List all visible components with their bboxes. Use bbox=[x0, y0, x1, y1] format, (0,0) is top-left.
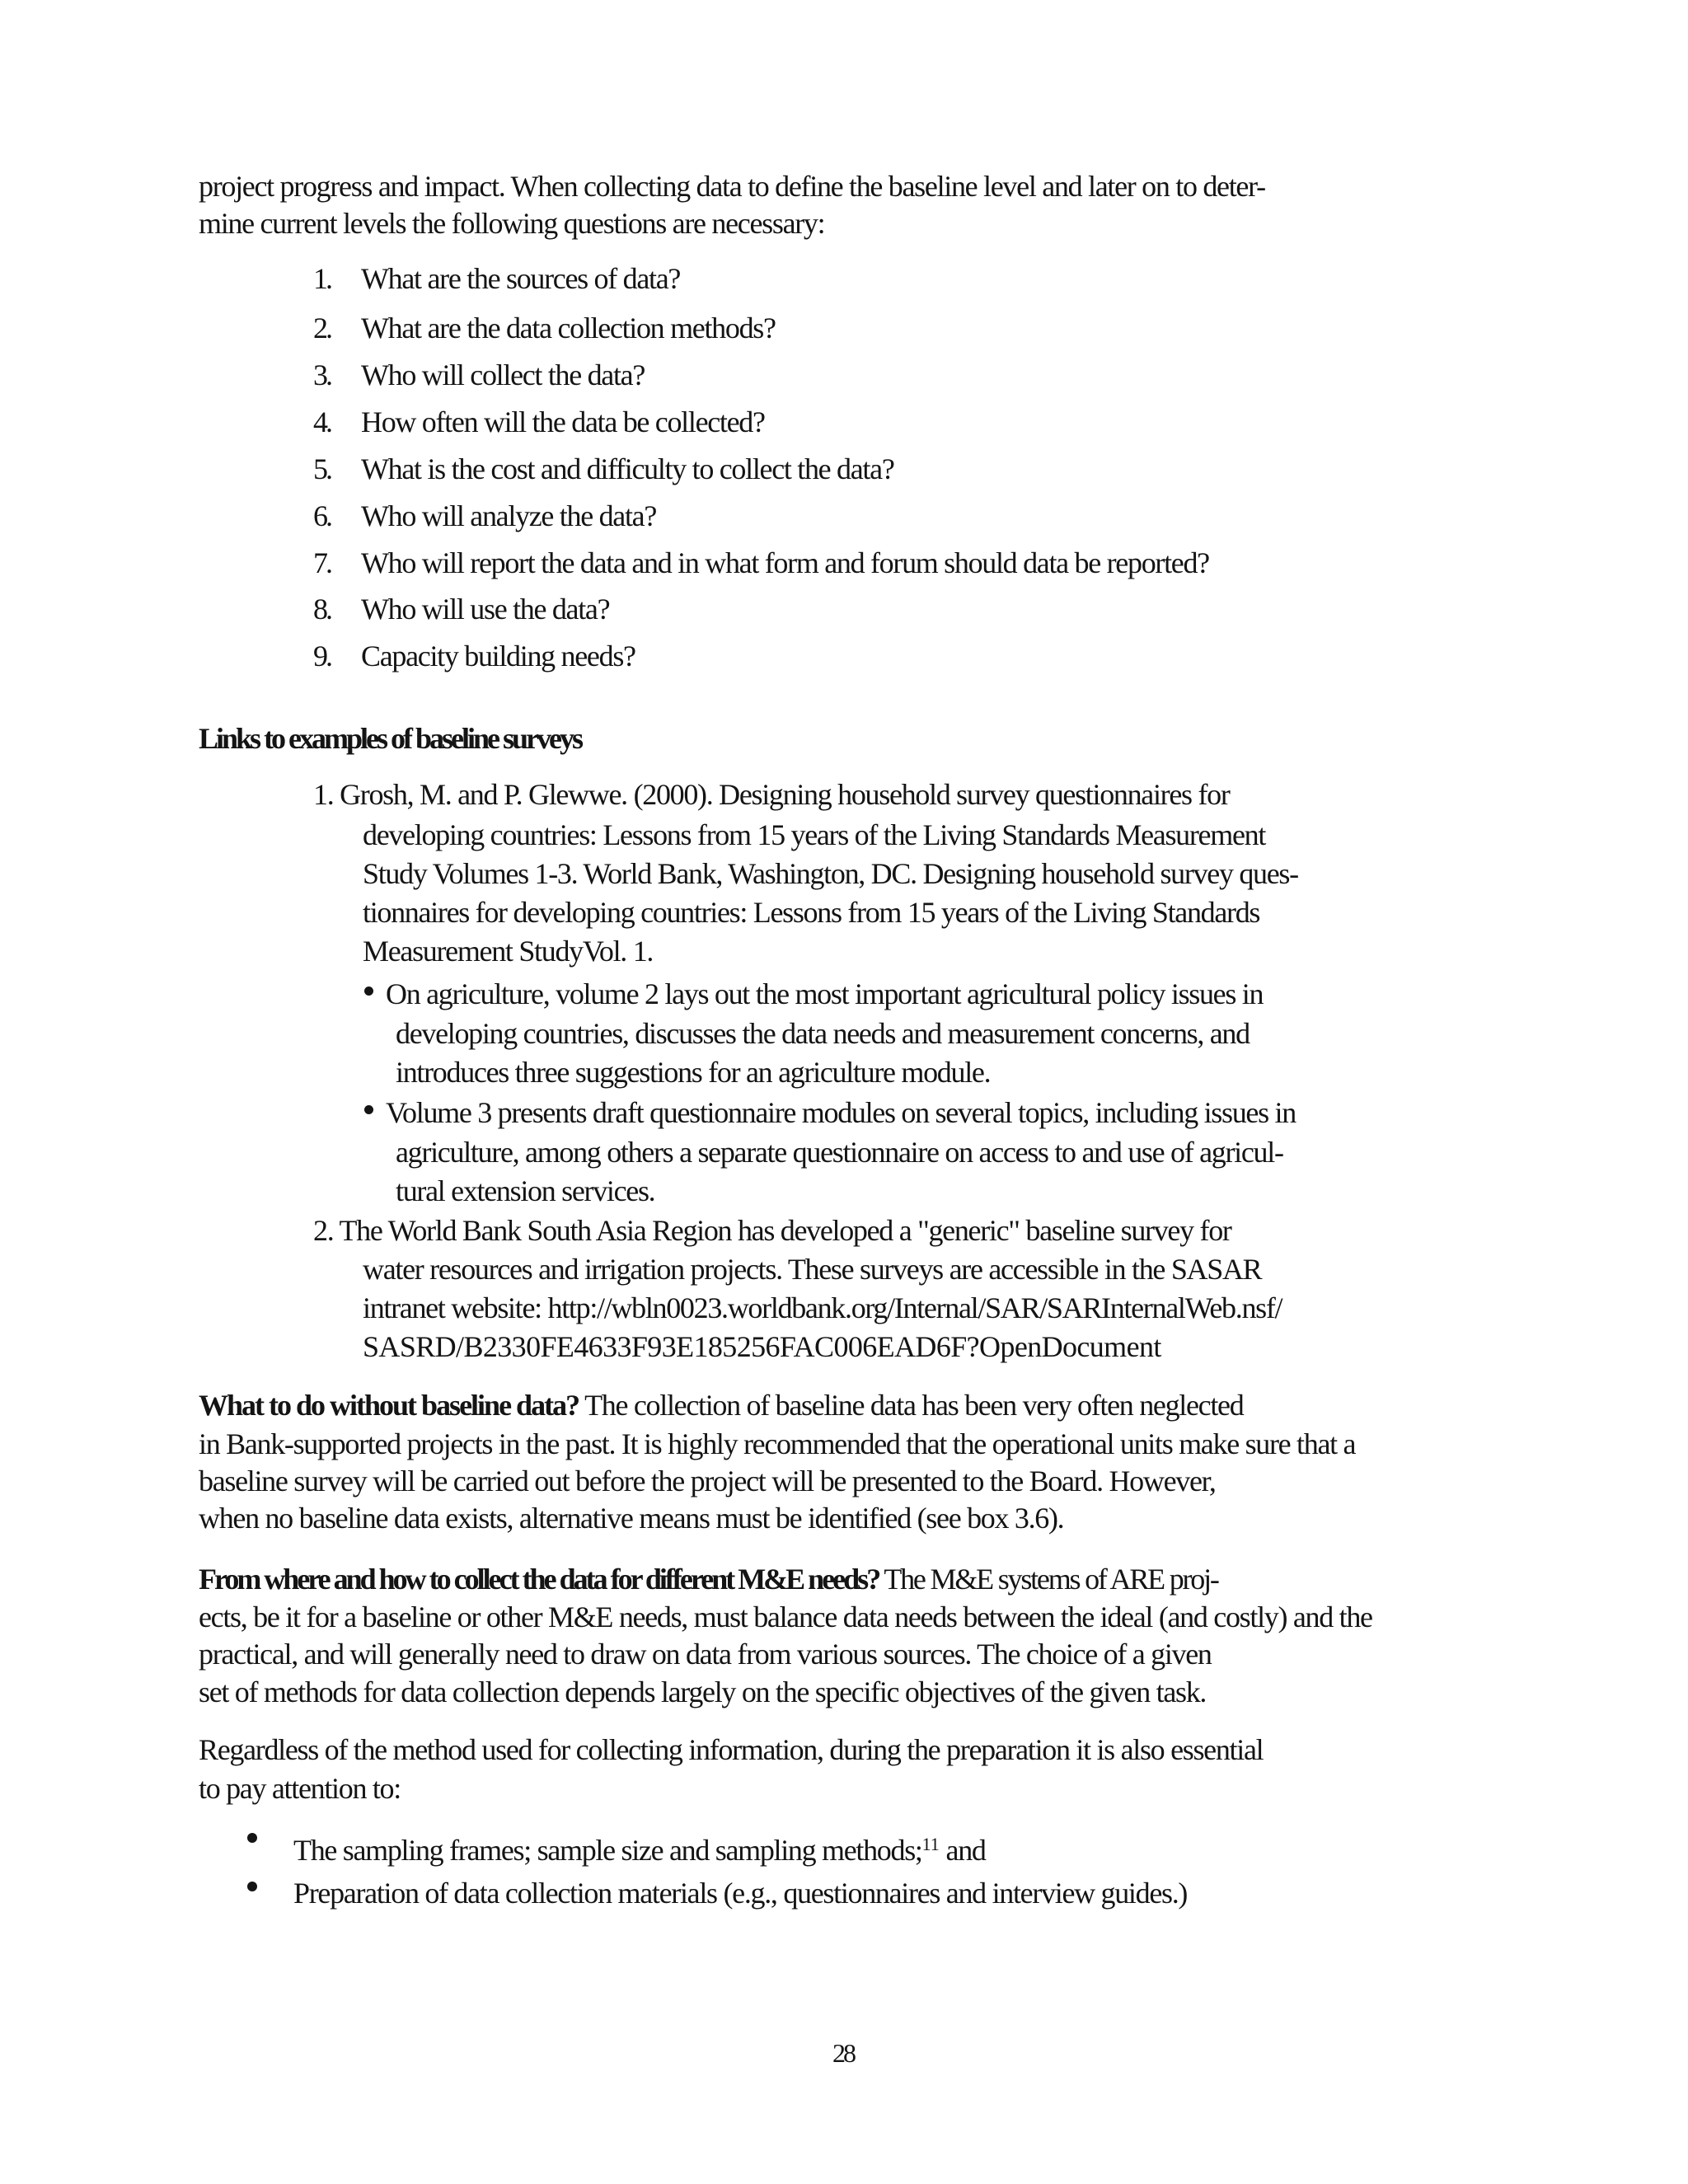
question-item-5: 5. What is the cost and difficulty to collect the data? bbox=[313, 452, 894, 485]
footnote-marker: 11 bbox=[921, 1834, 940, 1854]
question-item-2: 2. What are the data collection methods? bbox=[313, 312, 776, 344]
page-number: 28 bbox=[832, 2038, 854, 2068]
question-item-6: 6. Who will analyze the data? bbox=[313, 499, 657, 532]
ref1-bullet1-line-1: On agriculture, volume 2 lays out the most important agricultural policy issues in bbox=[386, 977, 1264, 1010]
where-how-heading: From where and how to collect the data for different M&E needs? bbox=[199, 1563, 879, 1596]
without-baseline-line-3: baseline survey will be carried out before the project will be presented to the Board. However, bbox=[199, 1465, 1216, 1497]
intro-line-1: project progress and impact. When collecting data to define the baseline level and later on to deter- bbox=[199, 170, 1265, 203]
ref1-bullet2-line-2: agriculture, among others a separate questionnaire on access to and use of agricul- bbox=[396, 1136, 1283, 1169]
ref1-bullet2-line-1: Volume 3 presents draft questionnaire modules on several topics, including issues in bbox=[386, 1096, 1296, 1129]
where-how-line-4: set of methods for data collection depends largely on the specific objectives of the given task. bbox=[199, 1675, 1207, 1708]
without-baseline-line-4: when no baseline data exists, alternative means must be identified (see box 3.6). bbox=[199, 1502, 1064, 1535]
ref2-line-1: 2. The World Bank South Asia Region has developed a "generic" baseline survey for bbox=[313, 1214, 1231, 1247]
bullet-dot-icon bbox=[247, 1882, 257, 1891]
question-item-8: 8. Who will use the data? bbox=[313, 593, 610, 626]
ref2-line-2: water resources and irrigation projects. These surveys are accessible in the SASAR bbox=[363, 1253, 1262, 1286]
ref1-line-3: Study Volumes 1-3. World Bank, Washington, DC. Designing household survey ques- bbox=[363, 857, 1298, 890]
regardless-line-2: to pay attention to: bbox=[199, 1772, 401, 1805]
links-heading: Links to examples of baseline surveys bbox=[199, 722, 582, 755]
bullet-item-1: The sampling frames; sample size and sampling methods;$^{11}$ and bbox=[293, 1834, 986, 1867]
bullet-dot-icon bbox=[364, 1105, 373, 1114]
ref1-bullet1-line-3: introduces three suggestions for an agriculture module. bbox=[396, 1056, 991, 1089]
ref2-line-4: SASRD/B2330FE4633F93E185256FAC006EAD6F?OpenDocument bbox=[363, 1330, 1161, 1363]
ref1-line-4: tionnaires for developing countries: Lessons from 15 years of the Living Standards bbox=[363, 896, 1260, 929]
without-baseline-line-1: What to do without baseline data? The collection of baseline data has been very often neglected bbox=[199, 1389, 1244, 1422]
question-item-1: 1. What are the sources of data? bbox=[313, 262, 681, 295]
question-item-9: 9. Capacity building needs? bbox=[313, 640, 635, 673]
where-how-line-2: ects, be it for a baseline or other M&E needs, must balance data needs between the ideal (and costly) and the bbox=[199, 1601, 1372, 1633]
without-baseline-line-2: in Bank-supported projects in the past. It is highly recommended that the operational units make sure that a bbox=[199, 1427, 1356, 1460]
intro-line-2: mine current levels the following questions are necessary: bbox=[199, 207, 825, 240]
question-item-7: 7. Who will report the data and in what form and forum should data be reported? bbox=[313, 546, 1209, 579]
where-how-line-1: From where and how to collect the data for different M&E needs? The M&E systems of ARE proj- bbox=[199, 1563, 1218, 1596]
question-item-3: 3. Who will collect the data? bbox=[313, 359, 645, 391]
without-baseline-heading: What to do without baseline data? bbox=[199, 1389, 579, 1422]
ref1-line-1: 1. Grosh, M. and P. Glewwe. (2000). Designing household survey questionnaires for bbox=[313, 778, 1230, 811]
where-how-line-3: practical, and will generally need to draw on data from various sources. The choice of a given bbox=[199, 1638, 1212, 1671]
ref1-line-5: Measurement StudyVol. 1. bbox=[363, 935, 654, 968]
ref1-bullet1-line-2: developing countries, discusses the data needs and measurement concerns, and bbox=[396, 1017, 1250, 1050]
ref1-bullet2-line-3: tural extension services. bbox=[396, 1174, 655, 1207]
bullet-item-2: Preparation of data collection materials (e.g., questionnaires and interview guides.) bbox=[293, 1877, 1188, 1910]
question-item-4: 4. How often will the data be collected? bbox=[313, 405, 765, 438]
bullet-dot-icon bbox=[364, 987, 373, 996]
ref1-line-2: developing countries: Lessons from 15 years of the Living Standards Measurement bbox=[363, 818, 1266, 851]
ref2-line-3: intranet website: http://wbln0023.worldbank.org/Internal/SAR/SARInternalWeb.nsf/ bbox=[363, 1291, 1282, 1324]
regardless-line-1: Regardless of the method used for collecting information, during the preparation it is also essential bbox=[199, 1733, 1264, 1766]
bullet-dot-icon bbox=[247, 1833, 257, 1843]
